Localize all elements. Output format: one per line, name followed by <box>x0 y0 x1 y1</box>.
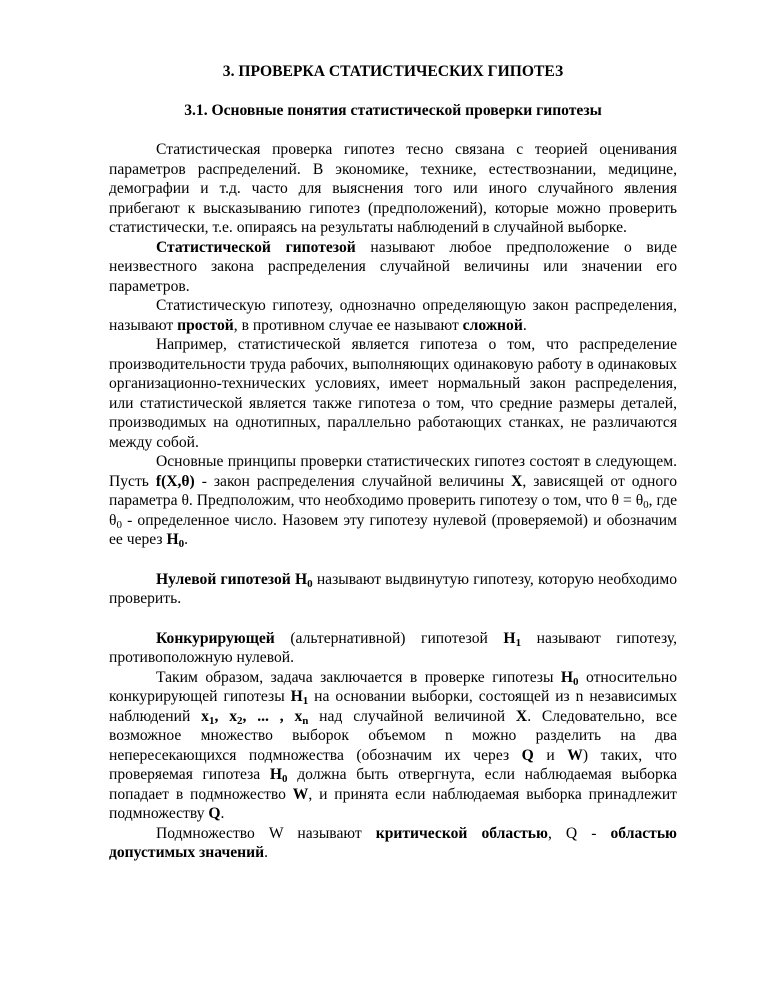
paragraph-task: Таким образом, задача заключается в проверке гипотезы $H_0$ относительно конкурирующей гипотезы $H_1$ на основании выборки, состоящей из n независимых наблюдений $x_1$, $x_2$, ... , $x_n$ над случайной величиной X. Следовательно, все возможное множество выборок объемом n можно разделить на два непересекающихся подмножества (обозначим их через Q и W) таких, что проверяемая гипотеза $H_0$ должна быть отвергнута, если наблюдаемая выборка попадает в подмножество W, и принята если наблюдаемая выборка принадлежит подмножеству Q. <box>109 668 678 822</box>
term-statistical-hypothesis: Статистической гипотезой <box>156 238 356 256</box>
chapter-title: 3. ПРОВЕРКА СТАТИСТИЧЕСКИХ ГИПОТЕЗ <box>222 63 564 80</box>
paragraph-principles: Основные принципы проверки статистических гипотез состоят в следующем. Пусть f(X,θ) - закон распределения случайной величины X, зависящей от одного параметра θ. Предположим, что необходимо проверить гипотезу о том, что $\theta = \theta_0$, где $\theta_0$ - определенное число. Назовем эту гипотезу нулевой (проверяемой) и обозначим ее через $H_0$. <box>109 453 677 550</box>
term-simple: простой <box>177 316 234 334</box>
section-title: 3.1. Основные понятия статистической проверки гипотезы <box>184 101 602 119</box>
term-null-hypothesis: Нулевой гипотезой $H_0$ <box>156 570 313 590</box>
paragraph-critical-region: Подмножество W называют критической областью, Q - областью допустимых значений. <box>109 824 677 861</box>
paragraph-null-hypothesis: Нулевой гипотезой $H_0$ называют выдвинутую гипотезу, которую необходимо проверить. <box>109 570 677 607</box>
term-critical-region: критической областью <box>375 824 548 842</box>
term-competing: Конкурирующей <box>156 629 275 647</box>
document-page <box>109 62 677 863</box>
paragraph-definition-hypothesis: Статистической гипотезой называют любое предположение о виде неизвестного закона распределения случайной величины или значении его параметров. <box>109 238 677 295</box>
paragraph-example: Например, статистической является гипотеза о том, что распределение производительности труда рабочих, выполняющих одинаковую работу в одинаковых организационно-технических условиях, имеет нормальный закон распределения, или статистической является также гипотеза о том, что средние размеры деталей, производимых на однотипных, параллельно работающих станках, не различаются между собой. <box>109 336 677 451</box>
term-acceptance-region: областью допустимых значений <box>109 824 677 861</box>
paragraph-alternative-hypothesis: Конкурирующей (альтернативной) гипотезой $H_1$ называют гипотезу, противоположную нулевой. <box>109 629 677 666</box>
paragraph-simple-complex: Статистическую гипотезу, однозначно определяющую закон распределения, называют простой, в противном случае ее называют сложной. <box>109 297 677 334</box>
term-complex: сложной <box>462 316 523 334</box>
paragraph-intro: Статистическая проверка гипотез тесно связана с теорией оценивания параметров распределений. В экономике, технике, естествознании, медицине, демографии и т.д. часто для выяснения того или иного случайного явления прибегают к высказыванию гипотез (предположений), которые можно проверить статистически, т.е. опираясь на результаты наблюдений в случайной выборке. <box>109 141 677 236</box>
